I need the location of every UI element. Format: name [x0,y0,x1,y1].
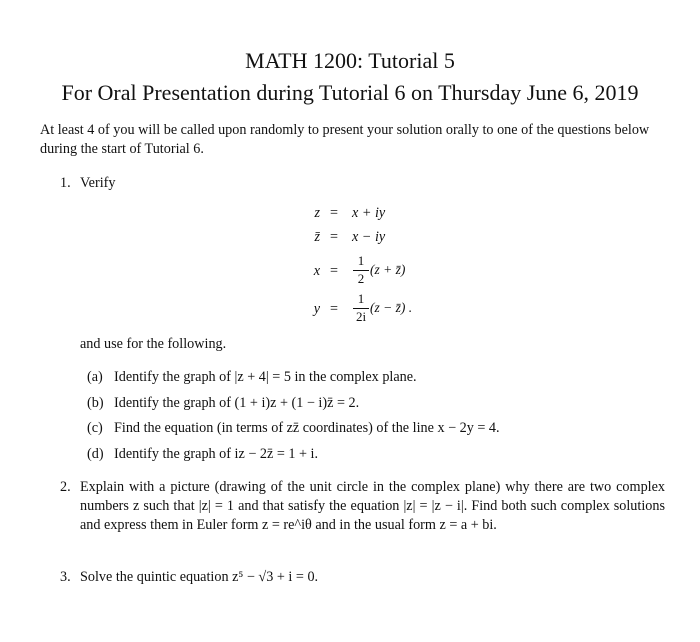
equals-sign: = [330,301,339,317]
question-number: 3. [60,569,71,585]
course-title: MATH 1200: Tutorial 5 [245,48,455,73]
sub-question-label: (b) [87,395,104,411]
question-number: 2. [60,479,71,495]
intro-paragraph: At least 4 of you will be called upon randomly to present your solution orally to one of the questions below during the start of Tutorial 6. [40,122,650,157]
question-text: Solve the quintic equation z⁵ − √3 + i = 0. [80,569,319,585]
fraction-numerator: 1 [357,253,365,268]
equation-rhs: x − iy [352,229,386,245]
equation-row [300,291,480,329]
sub-question-text: Identify the graph of iz − 2z̄ = 1 + i. [114,446,319,462]
equals-sign: = [330,263,339,279]
equation-rhs: (z + z̄) [370,262,406,277]
use-instruction: and use for the following. [80,336,227,352]
sub-question-text: Identify the graph of (1 + i)z + (1 − i)z̄ = 2. [114,395,360,411]
equation-lhs: y [313,301,320,317]
question-text: Explain with a picture (drawing of the unit circle in the complex plane) why there are two complex numbers z such that |z| = 1 and that satisfy the equation |z| = |z − i|. Find both such complex solutions and express them in Euler form z = re^iθ and in the usual form z = a + bi. [80,479,665,533]
fraction-denominator: 2 [357,271,365,286]
fraction-numerator: 1 [357,291,365,306]
equation-lhs: z̄ [314,229,320,245]
equation-row [300,253,480,291]
equation-lhs: x [313,263,320,279]
sub-question-label: (d) [87,446,104,462]
equation-row [300,229,480,249]
question-number: 1. [60,175,71,191]
equation-row [300,205,480,225]
equation-rhs: (z − z̄) . [370,300,413,315]
equals-sign: = [330,205,339,221]
sub-question-text: Identify the graph of |z + 4| = 5 in the complex plane. [114,369,417,385]
sub-question-text: Find the equation (in terms of zz̄ coordinates) of the line x − 2y = 4. [114,420,500,436]
question-text: Verify [80,175,116,191]
equation-rhs: x + iy [352,205,386,221]
presentation-subtitle: For Oral Presentation during Tutorial 6 on Thursday June 6, 2019 [61,80,639,105]
sub-question-label: (c) [87,420,103,436]
equation-lhs: z [314,205,320,221]
fraction-denominator: 2i [355,309,367,324]
equation-block [300,205,480,325]
sub-question-label: (a) [87,369,103,385]
equals-sign: = [330,229,339,245]
